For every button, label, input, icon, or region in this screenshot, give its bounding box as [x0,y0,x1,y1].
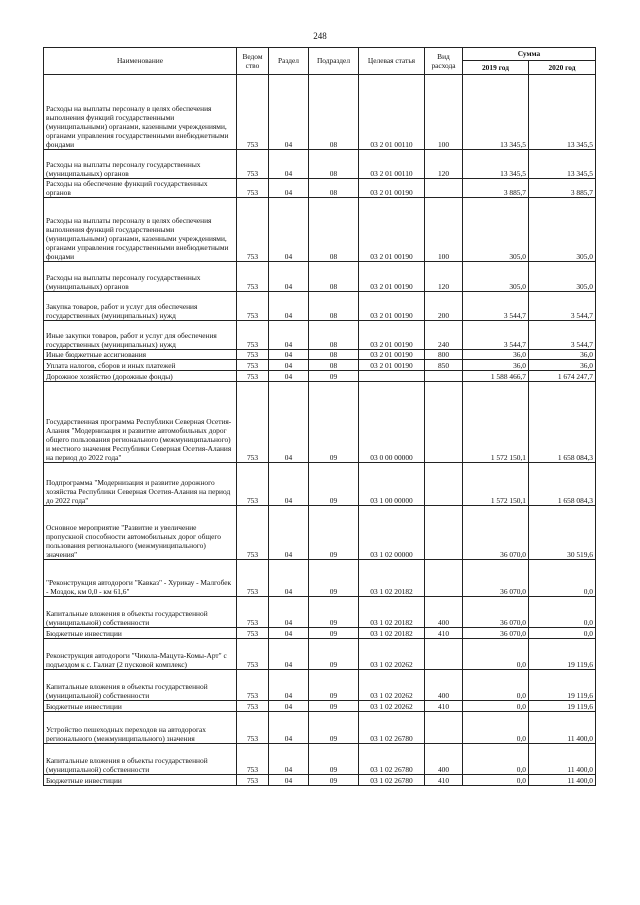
cell-name: Устройство пешеходных переходов на автодорогах регионального (межмуниципального) значения [44,712,237,744]
table-row [44,560,596,597]
cell-exp-type: 410 [425,775,463,786]
cell-subsection: 09 [309,639,359,670]
cell-exp-type: 400 [425,670,463,701]
cell-dept: 753 [237,463,269,506]
cell-target: 03 2 01 00190 [359,262,425,292]
cell-2019: 1 572 150,1 [463,382,529,463]
cell-subsection: 09 [309,775,359,786]
cell-target [359,371,425,382]
cell-dept: 753 [237,150,269,179]
cell-2020: 1 674 247,7 [529,371,596,382]
cell-exp-type: 400 [425,597,463,628]
table-row [44,179,596,198]
cell-2020: 1 658 084,3 [529,382,596,463]
cell-target: 03 2 01 00110 [359,75,425,150]
cell-dept: 753 [237,560,269,597]
header-sum: Сумма [463,48,596,61]
table-row [44,360,596,371]
cell-subsection: 09 [309,463,359,506]
cell-target: 03 1 02 26780 [359,712,425,744]
cell-2020: 30 519,6 [529,506,596,560]
table-row [44,75,596,150]
table-row [44,262,596,292]
cell-section: 04 [269,350,309,360]
table-header [44,48,596,75]
cell-target: 03 1 02 20262 [359,701,425,712]
cell-name: Иные бюджетные ассигнования [44,350,237,360]
cell-exp-type: 120 [425,150,463,179]
cell-exp-type [425,463,463,506]
cell-target: 03 1 02 26780 [359,775,425,786]
cell-subsection: 08 [309,321,359,350]
cell-section: 04 [269,198,309,262]
cell-exp-type: 240 [425,321,463,350]
cell-name: Бюджетные инвестиции [44,701,237,712]
cell-section: 04 [269,382,309,463]
cell-section: 04 [269,75,309,150]
cell-exp-type [425,179,463,198]
header-name: Наименование [44,48,237,75]
cell-name: Дорожное хозяйство (дорожные фонды) [44,371,237,382]
cell-section: 04 [269,371,309,382]
cell-section: 04 [269,463,309,506]
cell-2019: 36,0 [463,360,529,371]
cell-target: 03 2 01 00190 [359,179,425,198]
cell-section: 04 [269,701,309,712]
header-2020: 2020 год [529,61,596,75]
cell-name: Бюджетные инвестиции [44,775,237,786]
cell-dept: 753 [237,701,269,712]
cell-section: 04 [269,560,309,597]
cell-subsection: 08 [309,75,359,150]
cell-target: 03 2 01 00190 [359,198,425,262]
cell-subsection: 09 [309,670,359,701]
cell-target: 03 1 02 00000 [359,506,425,560]
table-row [44,744,596,775]
cell-subsection: 09 [309,744,359,775]
table-row [44,670,596,701]
cell-dept: 753 [237,360,269,371]
cell-name: Капитальные вложения в объекты государственной (муниципальной) собственности [44,597,237,628]
page-number: 248 [313,31,327,41]
table-row [44,597,596,628]
cell-subsection: 09 [309,701,359,712]
cell-section: 04 [269,639,309,670]
cell-target: 03 1 02 20182 [359,597,425,628]
cell-section: 04 [269,628,309,639]
table-row [44,463,596,506]
cell-exp-type [425,639,463,670]
cell-exp-type: 800 [425,350,463,360]
cell-name: Иные закупки товаров, работ и услуг для обеспечения государственных (муниципальных) нужд [44,321,237,350]
cell-2020: 11 400,0 [529,712,596,744]
cell-2019: 13 345,5 [463,150,529,179]
cell-section: 04 [269,506,309,560]
cell-name: Реконструкция автодороги "Чикола-Мацута-Комы-Арт" с подъездом к с. Галиат (2 пусковой комплекс) [44,639,237,670]
cell-section: 04 [269,597,309,628]
table-row [44,350,596,360]
cell-2020: 1 658 084,3 [529,463,596,506]
cell-2019: 36 070,0 [463,506,529,560]
cell-section: 04 [269,775,309,786]
cell-dept: 753 [237,744,269,775]
cell-2019: 36 070,0 [463,597,529,628]
cell-target: 03 2 01 00190 [359,321,425,350]
cell-2019: 36 070,0 [463,628,529,639]
header-section: Раздел [269,48,309,75]
cell-2020: 3 885,7 [529,179,596,198]
cell-dept: 753 [237,382,269,463]
cell-2019: 305,0 [463,262,529,292]
cell-target: 03 1 00 00000 [359,463,425,506]
cell-name: Закупка товаров, работ и услуг для обеспечения государственных (муниципальных) нужд [44,292,237,321]
cell-target: 03 1 02 20262 [359,670,425,701]
cell-2019: 0,0 [463,712,529,744]
cell-subsection: 08 [309,292,359,321]
cell-2020: 0,0 [529,597,596,628]
cell-exp-type: 400 [425,744,463,775]
cell-dept: 753 [237,321,269,350]
cell-2019: 3 885,7 [463,179,529,198]
cell-2020: 36,0 [529,350,596,360]
table-row [44,775,596,786]
cell-section: 04 [269,292,309,321]
cell-name: "Реконструкция автодороги "Кавказ" - Хурикау - Малгобек - Моздок, км 0,0 - км 61,6" [44,560,237,597]
cell-target: 03 1 02 20182 [359,560,425,597]
cell-section: 04 [269,321,309,350]
table-row [44,150,596,179]
cell-name: Основное мероприятие "Развитие и увеличение пропускной способности автомобильных дорог общего пользования регионального (межмуниципального) значения" [44,506,237,560]
cell-dept: 753 [237,506,269,560]
cell-2019: 0,0 [463,744,529,775]
cell-name: Капитальные вложения в объекты государственной (муниципальной) собственности [44,670,237,701]
cell-2020: 3 544,7 [529,292,596,321]
cell-name: Расходы на обеспечение функций государственных органов [44,179,237,198]
cell-name: Расходы на выплаты персоналу государственных (муниципальных) органов [44,262,237,292]
table-row [44,198,596,262]
cell-2020: 11 400,0 [529,775,596,786]
cell-2020: 19 119,6 [529,639,596,670]
cell-exp-type: 100 [425,75,463,150]
cell-name: Бюджетные инвестиции [44,628,237,639]
cell-name: Государственная программа Республики Северная Осетия-Алания "Модернизация и развитие автомобильных дорог общего пользования регионального (межмуниципального) и местного значения Республики Северная Осетия-Алания на период до 2022 года" [44,382,237,463]
cell-target: 03 2 01 00190 [359,350,425,360]
cell-dept: 753 [237,597,269,628]
table-row [44,701,596,712]
header-dept: Ведом ство [237,48,269,75]
cell-exp-type: 120 [425,262,463,292]
cell-2020: 0,0 [529,628,596,639]
table-row [44,506,596,560]
cell-target: 03 1 02 20182 [359,628,425,639]
cell-dept: 753 [237,775,269,786]
cell-dept: 753 [237,350,269,360]
cell-exp-type [425,506,463,560]
cell-section: 04 [269,670,309,701]
header-subsection: Подраздел [309,48,359,75]
cell-dept: 753 [237,670,269,701]
cell-exp-type: 200 [425,292,463,321]
cell-2020: 11 400,0 [529,744,596,775]
cell-subsection: 09 [309,371,359,382]
cell-exp-type: 410 [425,628,463,639]
cell-2020: 13 345,5 [529,75,596,150]
cell-2019: 0,0 [463,670,529,701]
cell-2020: 19 119,6 [529,670,596,701]
budget-table [43,47,596,786]
cell-exp-type [425,371,463,382]
cell-2020: 19 119,6 [529,701,596,712]
cell-dept: 753 [237,712,269,744]
cell-name: Расходы на выплаты персоналу в целях обеспечения выполнения функций государственными (муниципальными) органами, казенными учреждениями, органами управления государственными внебюджетными фондами [44,198,237,262]
cell-section: 04 [269,360,309,371]
cell-2020: 305,0 [529,198,596,262]
cell-2020: 3 544,7 [529,321,596,350]
cell-exp-type: 410 [425,701,463,712]
cell-2019: 36 070,0 [463,560,529,597]
cell-section: 04 [269,150,309,179]
cell-2019: 13 345,5 [463,75,529,150]
cell-2019: 3 544,7 [463,321,529,350]
cell-subsection: 08 [309,150,359,179]
cell-dept: 753 [237,262,269,292]
cell-subsection: 08 [309,179,359,198]
cell-2019: 0,0 [463,639,529,670]
cell-dept: 753 [237,628,269,639]
cell-2020: 0,0 [529,560,596,597]
cell-subsection: 09 [309,382,359,463]
table-row [44,371,596,382]
cell-section: 04 [269,179,309,198]
cell-dept: 753 [237,371,269,382]
cell-target: 03 0 00 00000 [359,382,425,463]
cell-dept: 753 [237,179,269,198]
cell-target: 03 2 01 00190 [359,360,425,371]
cell-target: 03 1 02 20262 [359,639,425,670]
cell-subsection: 08 [309,262,359,292]
cell-2020: 305,0 [529,262,596,292]
table-row [44,292,596,321]
cell-exp-type: 850 [425,360,463,371]
cell-2019: 0,0 [463,775,529,786]
table-row [44,639,596,670]
cell-2019: 1 572 150,1 [463,463,529,506]
cell-subsection: 08 [309,350,359,360]
cell-name: Уплата налогов, сборов и иных платежей [44,360,237,371]
cell-name: Капитальные вложения в объекты государственной (муниципальной) собственности [44,744,237,775]
cell-dept: 753 [237,75,269,150]
cell-target: 03 2 01 00110 [359,150,425,179]
cell-dept: 753 [237,198,269,262]
cell-2019: 3 544,7 [463,292,529,321]
header-exp-type: Вид расхода [425,48,463,75]
cell-2019: 36,0 [463,350,529,360]
cell-dept: 753 [237,292,269,321]
cell-2020: 13 345,5 [529,150,596,179]
table-row [44,321,596,350]
table-row [44,382,596,463]
cell-section: 04 [269,744,309,775]
cell-section: 04 [269,712,309,744]
table-body [44,75,596,786]
cell-subsection: 09 [309,597,359,628]
cell-subsection: 09 [309,506,359,560]
cell-2020: 36,0 [529,360,596,371]
cell-target: 03 1 02 26780 [359,744,425,775]
table-row [44,628,596,639]
cell-subsection: 08 [309,198,359,262]
cell-exp-type [425,382,463,463]
cell-exp-type [425,560,463,597]
cell-name: Расходы на выплаты персоналу государственных (муниципальных) органов [44,150,237,179]
cell-dept: 753 [237,639,269,670]
cell-2019: 1 588 466,7 [463,371,529,382]
cell-2019: 305,0 [463,198,529,262]
table-row [44,712,596,744]
cell-name: Расходы на выплаты персоналу в целях обеспечения выполнения функций государственными (муниципальными) органами, казенными учреждениями, органами управления государственными внебюджетными фондами [44,75,237,150]
cell-subsection: 09 [309,560,359,597]
header-target: Целевая статья [359,48,425,75]
cell-target: 03 2 01 00190 [359,292,425,321]
cell-subsection: 09 [309,628,359,639]
cell-section: 04 [269,262,309,292]
cell-subsection: 08 [309,360,359,371]
cell-2019: 0,0 [463,701,529,712]
cell-exp-type: 100 [425,198,463,262]
cell-subsection: 09 [309,712,359,744]
cell-name: Подпрограмма "Модернизация и развитие дорожного хозяйства Республики Северная Осетия-Алания на период до 2022 года" [44,463,237,506]
header-2019: 2019 год [463,61,529,75]
cell-exp-type [425,712,463,744]
